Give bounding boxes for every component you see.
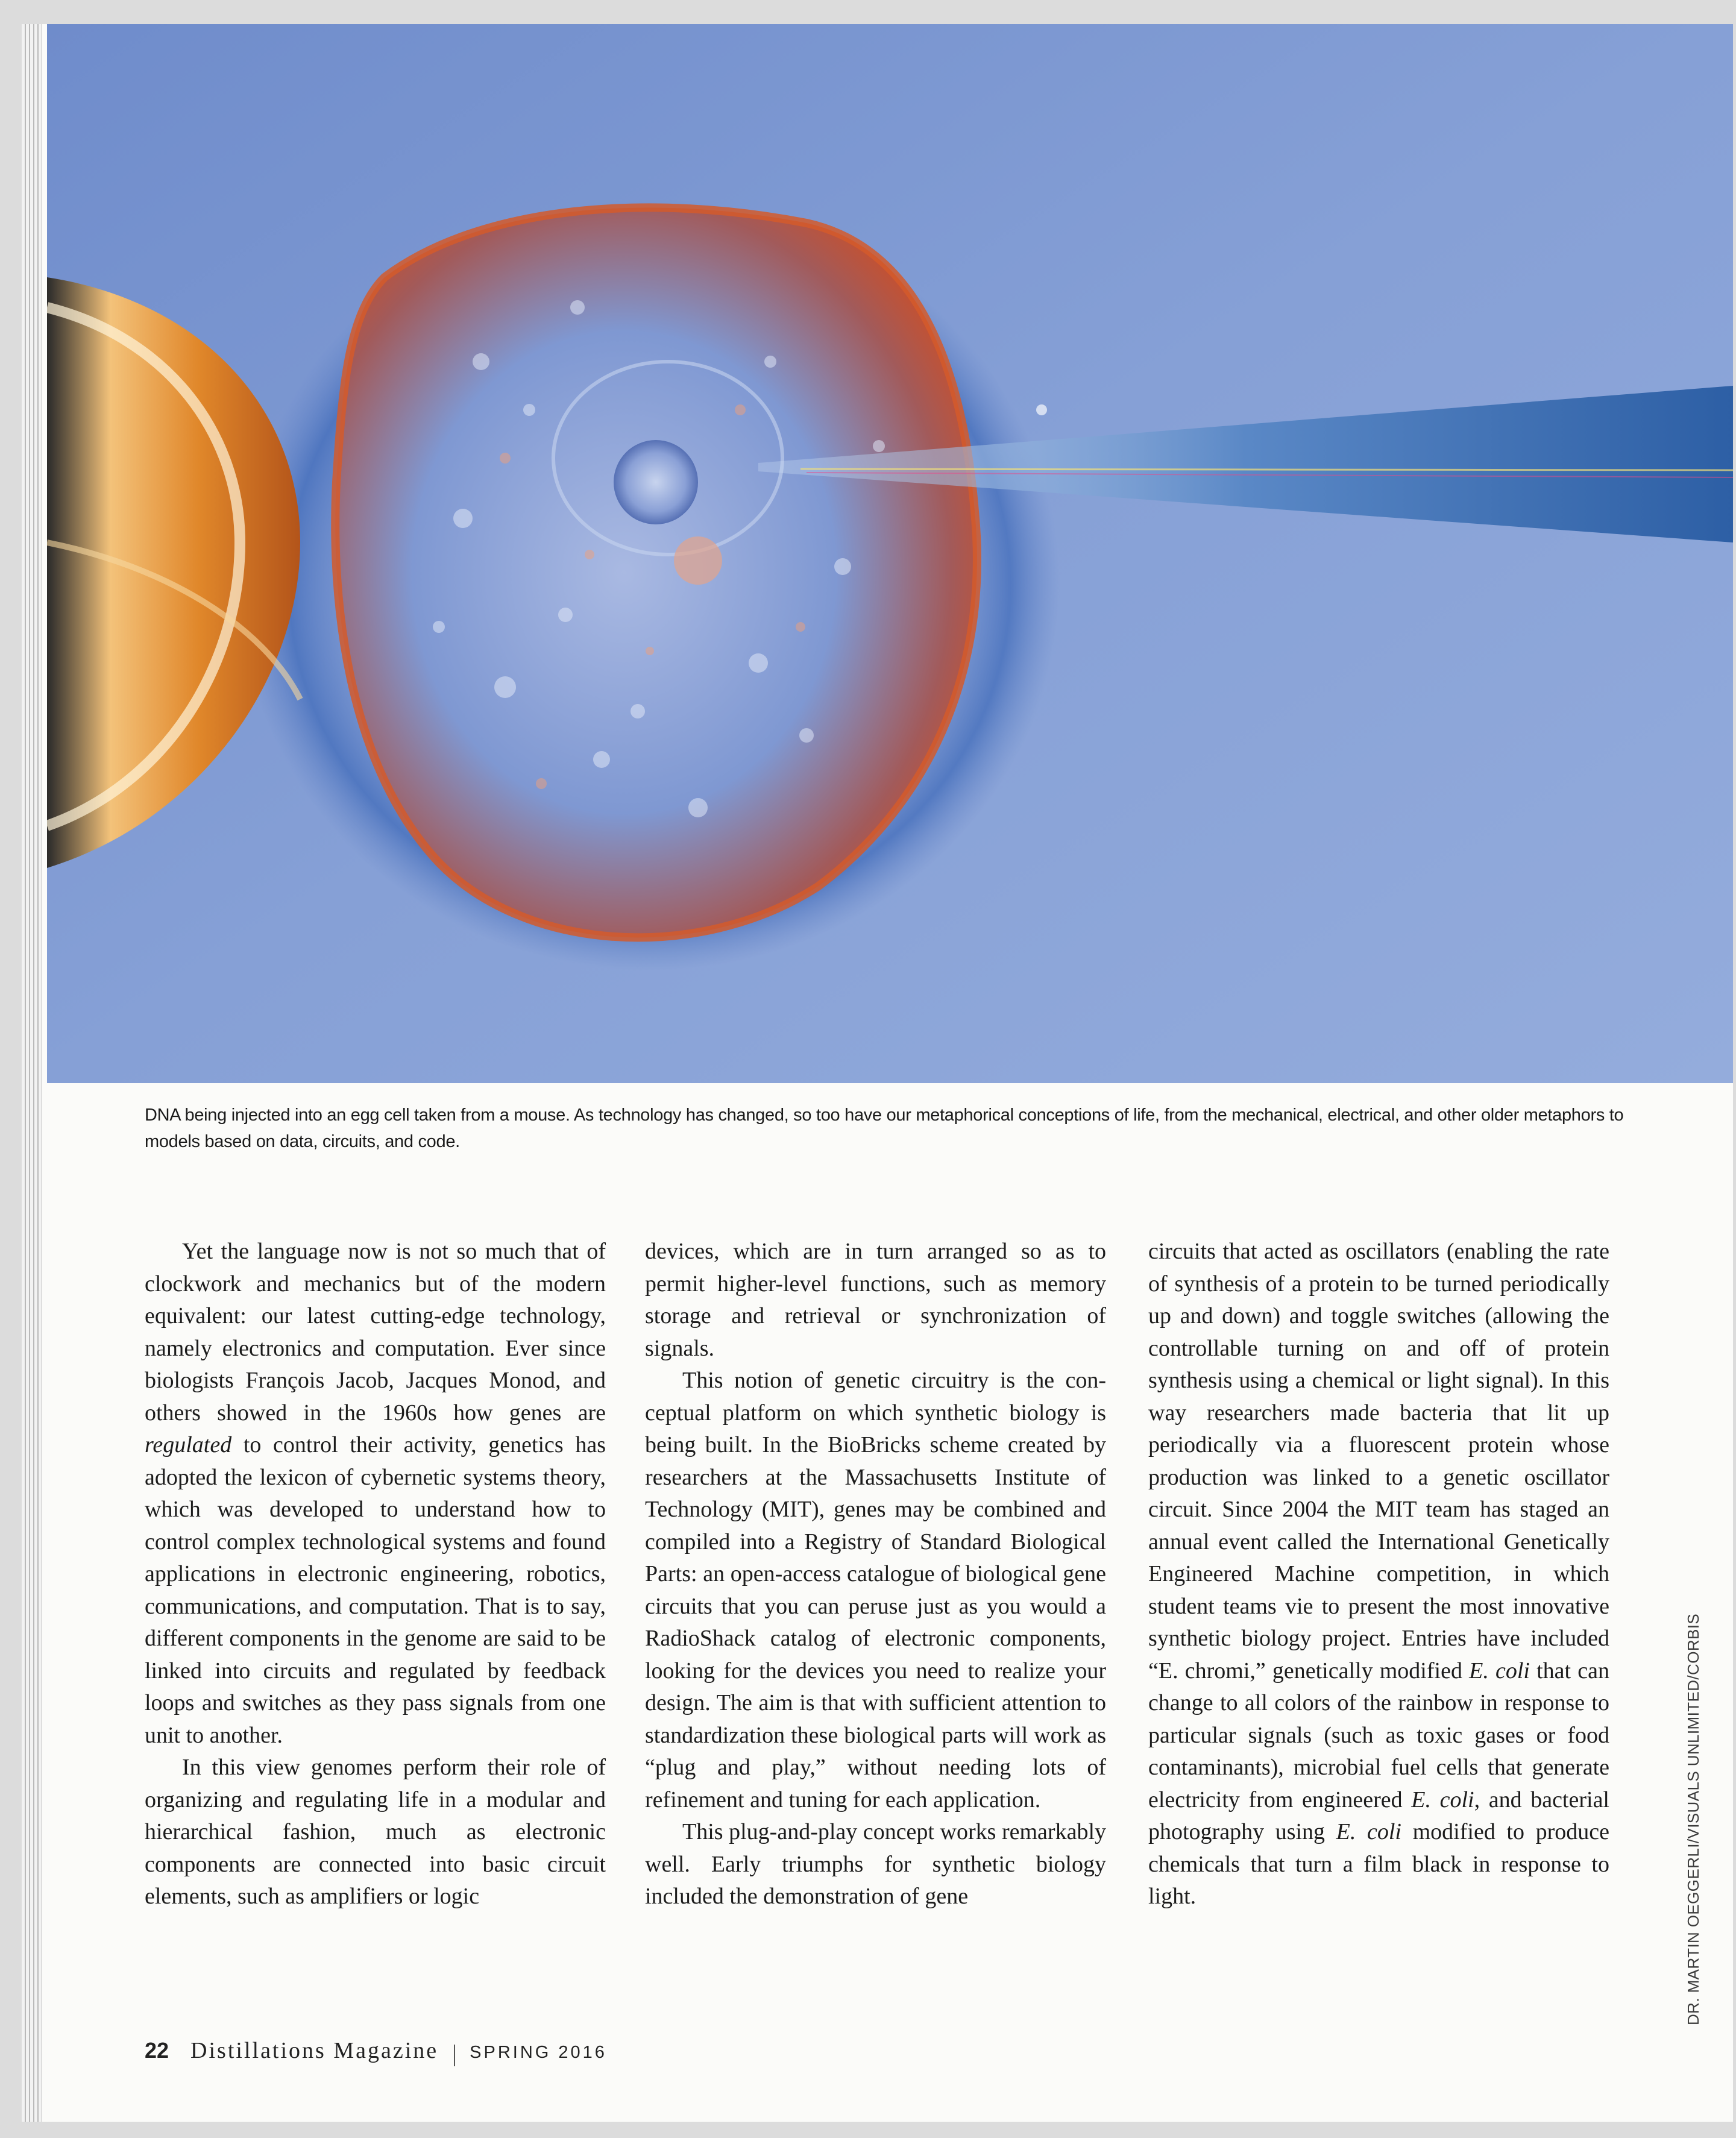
paragraph: In this view genomes perform their role of organizing and regulating life in a modular and hierarchical fashion, much as electronic components are connected into basic circuit elements, such as amplifiers or logic	[145, 1755, 606, 1909]
issue-label: SPRING 2016	[470, 2043, 607, 2062]
magazine-page	[42, 24, 1733, 2122]
egg-cell-photo	[47, 24, 1733, 1083]
photo-caption: DNA being injected into an egg cell taken from a mouse. As technology has changed, so too have our metaphorical conceptions of life, from the mechanical, electrical, and other older metaphors to models based on data, circuits, and code.	[145, 1105, 1624, 1151]
page-stack-edges	[22, 24, 42, 2122]
paragraph-continued: circuits that acted as oscillators (enabling the rate of synthesis of a protein to be turned periodically up and down) and toggle switches (allowing the controllable turning on and off of protein synthesis using a chemical or light signal). In this way researchers made bacteria that lit up periodically via a fluorescent protein whose production was linked to a genetic oscillator circuit. Since 2004 the MIT team has staged an annual event called the International Genetically Engineered Machine competition, in which student teams vie to present the most innovative synthetic biology project. Entries have included “E. chromi,” genetically modified E. coli that can change to all colors of the rainbow in response to particular signals (such as toxic gases or food contaminants), microbial fuel cells that generate electricity from engineered E. coli, and bacterial photography using E. coli modified to produce chemicals that turn a film black in response to light.	[1148, 1239, 1609, 1909]
footer-divider	[454, 2045, 455, 2066]
text-column-2	[645, 1236, 1106, 1913]
paragraph-continued: devices, which are in turn arranged so as to permit higher-level functions, such as memory storage and retrieval or synchronization of signals.	[645, 1239, 1106, 1361]
page-footer	[145, 2037, 607, 2074]
paragraph: Yet the language now is not so much that of clockwork and mechanics but of the modern equivalent: our latest cutting-edge technology, namely electronics and computation. Ever since biologists François Jacob, Jacques Monod, and others showed in the 1960s how genes are regulated to control their activity, genetics has adopted the lexicon of cybernetic systems theory, which was developed to understand how to control complex technological systems and found applications in electronic engineering, robotics, communications, and computation. That is to say, different components in the genome are said to be linked into circuits and regulated by feedback loops and switches as they pass signals from one unit to another.	[145, 1239, 606, 1748]
paragraph: This plug-and-play concept works remarkably well. Early triumphs for synthetic biology included the demonstration of gene	[645, 1819, 1106, 1909]
page-number: 22	[145, 2038, 169, 2063]
photo-credit: DR. MARTIN OEGGERLI/VISUALS UNLIMITED/CORBIS	[1684, 1613, 1702, 2025]
text-column-3	[1148, 1236, 1609, 1913]
text-column-1	[145, 1236, 606, 1913]
microscopy-image	[47, 24, 1733, 1083]
magazine-title: Distillations Magazine	[190, 2038, 439, 2063]
paragraph: This notion of genetic circuitry is the conceptual platform on which synthetic biology is being built. In the BioBricks scheme created by researchers at the Massachusetts Institute of Technology (MIT), genes may be combined and compiled into a Registry of Standard Biological Parts: an open-access catalogue of biological gene circuits that you can peruse just as you would a RadioShack catalog of electronic components, looking for the devices you need to realize your design. The aim is that with sufficient attention to standardization these biological parts will work as “plug and play,” without needing lots of refinement and tuning for each application.	[645, 1368, 1106, 1813]
